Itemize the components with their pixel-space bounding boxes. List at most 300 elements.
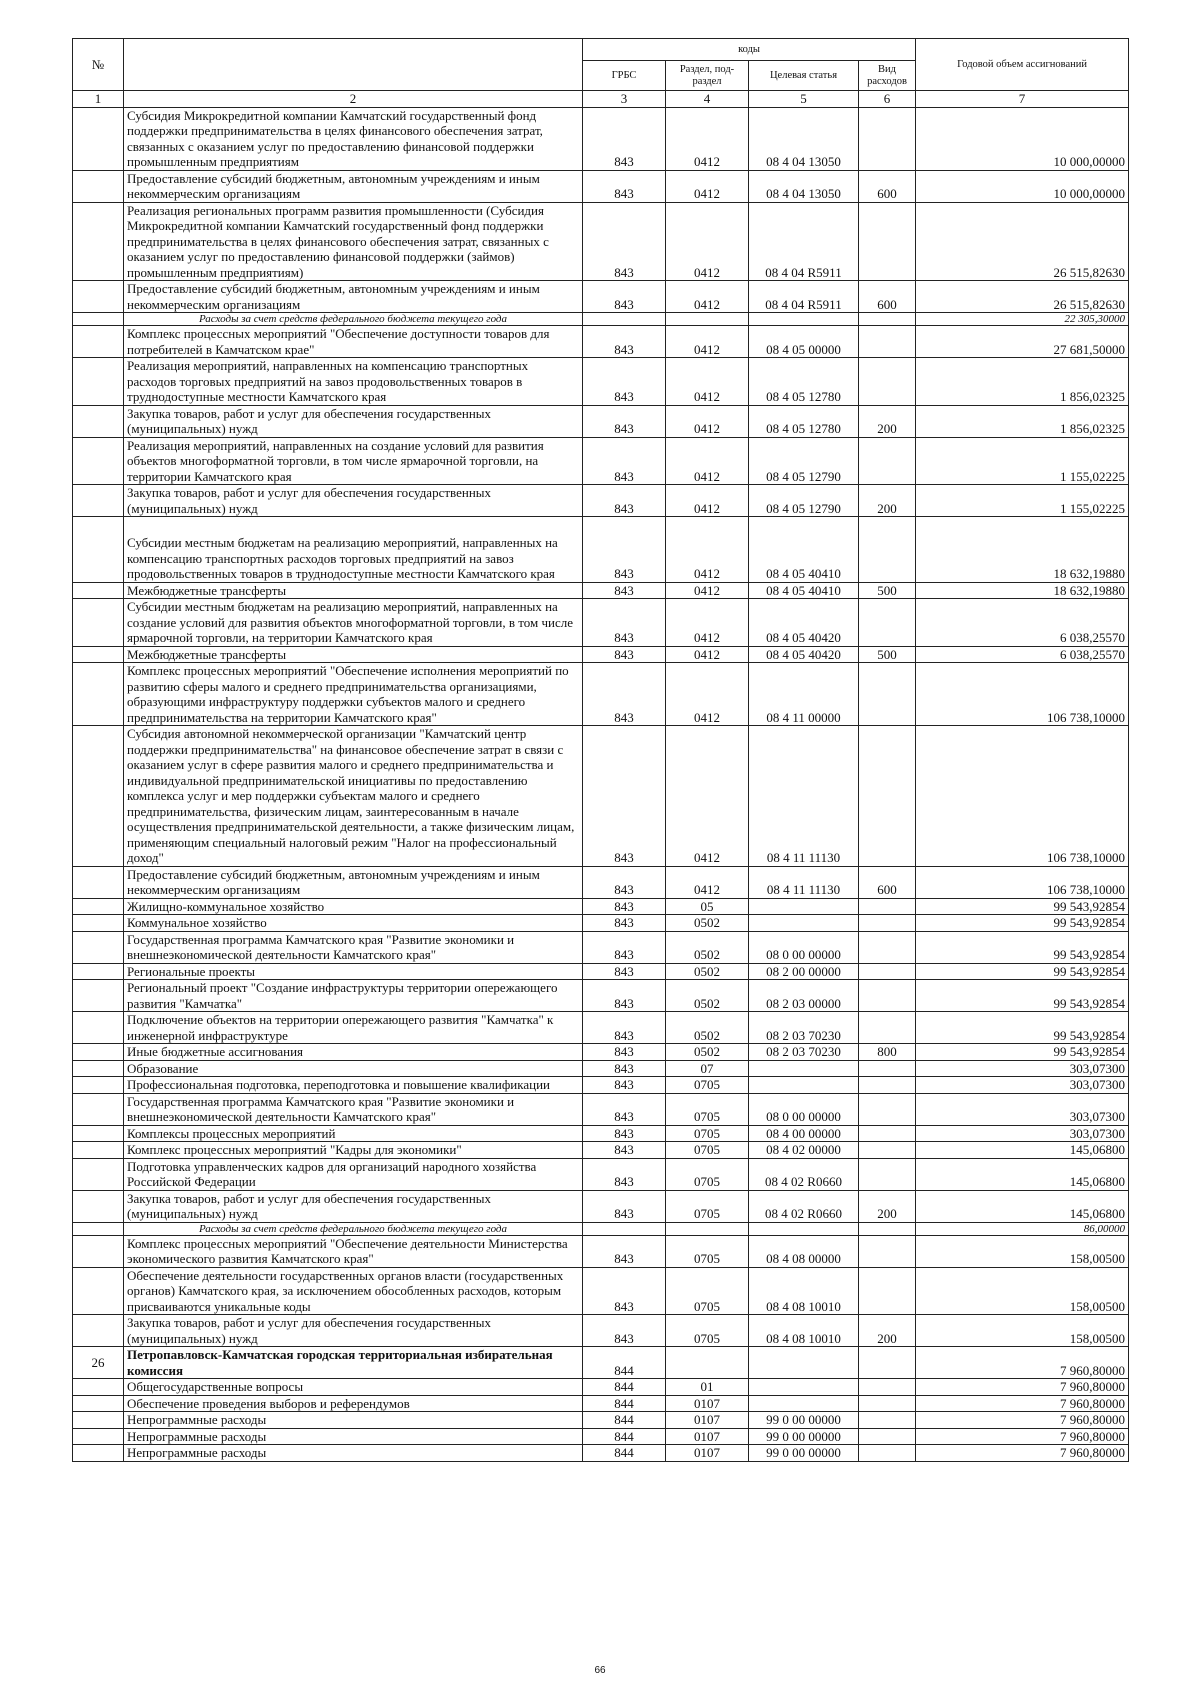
col-number-3: 3 xyxy=(583,91,666,108)
row-kind: 600 xyxy=(859,170,916,202)
row-target: 08 2 00 00000 xyxy=(749,963,859,980)
row-target: 08 2 03 70230 xyxy=(749,1044,859,1061)
row-section: 0502 xyxy=(666,915,749,932)
row-num: 26 xyxy=(73,1347,124,1379)
row-amount: 303,07300 xyxy=(916,1093,1129,1125)
row-name: Комплексы процессных мероприятий xyxy=(124,1125,583,1142)
row-section: 0705 xyxy=(666,1125,749,1142)
row-name: Комплекс процессных мероприятий "Обеспечение доступности товаров для потребителей в Камчатском крае" xyxy=(124,326,583,358)
col-number-1: 1 xyxy=(73,91,124,108)
row-section: 0412 xyxy=(666,281,749,313)
table-row xyxy=(73,405,1129,437)
header-kind: Вид расходов xyxy=(859,61,916,91)
table-row xyxy=(73,980,1129,1012)
row-amount: 7 960,80000 xyxy=(916,1379,1129,1396)
row-num xyxy=(73,107,124,170)
row-num xyxy=(73,1060,124,1077)
row-grbs: 844 xyxy=(583,1347,666,1379)
row-amount: 99 543,92854 xyxy=(916,1012,1129,1044)
row-kind: 600 xyxy=(859,866,916,898)
row-amount: 99 543,92854 xyxy=(916,1044,1129,1061)
table-row xyxy=(73,107,1129,170)
row-name: Государственная программа Камчатского края "Развитие экономики и внешнеэкономической деятельности Камчатского края" xyxy=(124,931,583,963)
table-row xyxy=(73,866,1129,898)
row-amount: 1 155,02225 xyxy=(916,485,1129,517)
row-target: 08 4 08 10010 xyxy=(749,1315,859,1347)
row-name: Коммунальное хозяйство xyxy=(124,915,583,932)
row-num xyxy=(73,1267,124,1315)
row-num xyxy=(73,405,124,437)
table-row xyxy=(73,646,1129,663)
row-amount: 7 960,80000 xyxy=(916,1428,1129,1445)
row-target: 08 4 05 40420 xyxy=(749,599,859,647)
table-row xyxy=(73,1379,1129,1396)
row-kind xyxy=(859,1077,916,1094)
row-kind: 200 xyxy=(859,405,916,437)
row-name: Межбюджетные трансферты xyxy=(124,582,583,599)
row-amount: 7 960,80000 xyxy=(916,1395,1129,1412)
row-kind: 500 xyxy=(859,582,916,599)
row-kind xyxy=(859,1142,916,1159)
row-num xyxy=(73,980,124,1012)
row-name: Реализация региональных программ развития промышленности (Субсидия Микрокредитной компании Камчатский государственный фонд поддержки предпринимательства в целях финансового обеспечения затрат, связанных с оказанием услуг по предоставлению финансовой поддержки (займов) промышленным предприятиям) xyxy=(124,202,583,281)
row-kind xyxy=(859,1235,916,1267)
row-target: 08 4 05 12780 xyxy=(749,405,859,437)
row-name: Иные бюджетные ассигнования xyxy=(124,1044,583,1061)
row-target: 99 0 00 00000 xyxy=(749,1428,859,1445)
page-number: 66 xyxy=(594,1665,606,1676)
row-section: 0412 xyxy=(666,358,749,406)
row-grbs: 843 xyxy=(583,1093,666,1125)
row-num xyxy=(73,1235,124,1267)
row-kind xyxy=(859,1347,916,1379)
table-row xyxy=(73,313,1129,326)
row-num xyxy=(73,866,124,898)
table-row xyxy=(73,170,1129,202)
row-target: 08 4 05 40410 xyxy=(749,517,859,583)
row-kind xyxy=(859,1445,916,1462)
col-number-6: 6 xyxy=(859,91,916,108)
row-grbs: 843 xyxy=(583,915,666,932)
row-name: Непрограммные расходы xyxy=(124,1445,583,1462)
row-kind xyxy=(859,1093,916,1125)
row-section: 0705 xyxy=(666,1077,749,1094)
row-kind xyxy=(859,107,916,170)
row-target: 08 4 02 00000 xyxy=(749,1142,859,1159)
row-kind xyxy=(859,898,916,915)
row-target xyxy=(749,1077,859,1094)
row-kind: 500 xyxy=(859,646,916,663)
row-grbs: 843 xyxy=(583,1060,666,1077)
row-target xyxy=(749,1222,859,1235)
row-target: 99 0 00 00000 xyxy=(749,1412,859,1429)
row-amount: 145,06800 xyxy=(916,1142,1129,1159)
row-target: 08 4 02 R0660 xyxy=(749,1190,859,1222)
row-amount: 99 543,92854 xyxy=(916,915,1129,932)
row-grbs: 843 xyxy=(583,1125,666,1142)
table-row xyxy=(73,1412,1129,1429)
row-num xyxy=(73,326,124,358)
row-grbs: 843 xyxy=(583,358,666,406)
table-row xyxy=(73,599,1129,647)
row-num xyxy=(73,1315,124,1347)
row-section: 0502 xyxy=(666,1044,749,1061)
row-amount: 303,07300 xyxy=(916,1125,1129,1142)
row-grbs: 843 xyxy=(583,405,666,437)
row-section: 0412 xyxy=(666,437,749,485)
row-amount: 86,00000 xyxy=(916,1222,1129,1235)
row-num xyxy=(73,599,124,647)
row-name: Региональные проекты xyxy=(124,963,583,980)
row-num xyxy=(73,1445,124,1462)
row-kind xyxy=(859,326,916,358)
row-target: 08 4 04 13050 xyxy=(749,107,859,170)
row-num xyxy=(73,898,124,915)
table-row xyxy=(73,1060,1129,1077)
row-amount: 145,06800 xyxy=(916,1158,1129,1190)
row-grbs xyxy=(583,1222,666,1235)
row-kind: 200 xyxy=(859,1315,916,1347)
row-section xyxy=(666,1347,749,1379)
row-name: Жилищно-коммунальное хозяйство xyxy=(124,898,583,915)
row-grbs: 843 xyxy=(583,1158,666,1190)
row-target xyxy=(749,1347,859,1379)
row-grbs: 843 xyxy=(583,1077,666,1094)
row-grbs: 843 xyxy=(583,726,666,867)
header-target: Целевая статья xyxy=(749,61,859,91)
col-number-7: 7 xyxy=(916,91,1129,108)
row-grbs: 843 xyxy=(583,980,666,1012)
row-kind xyxy=(859,599,916,647)
row-section: 0412 xyxy=(666,646,749,663)
row-amount: 303,07300 xyxy=(916,1060,1129,1077)
row-name: Субсидия автономной некоммерческой организации "Камчатский центр поддержки предпринимательства" на финансовое обеспечение затрат в связи с оказанием услуг в сфере развития малого и среднего предпринимательства и индивидуальной предпринимательской инициативы по предоставлению комплекса услуг и мер поддержки субъектам малого и среднего предпринимательства, физическим лицам, заинтересованным в начале осуществления предпринимательской деятельности, а также физическим лицам, применяющим специальный налоговый режим "Налог на профессиональный доход" xyxy=(124,726,583,867)
row-kind xyxy=(859,726,916,867)
row-grbs: 843 xyxy=(583,1235,666,1267)
row-grbs: 843 xyxy=(583,281,666,313)
col-number-4: 4 xyxy=(666,91,749,108)
header-amount: Годовой объем ассигнований xyxy=(916,39,1129,91)
row-grbs xyxy=(583,313,666,326)
row-target: 08 4 08 10010 xyxy=(749,1267,859,1315)
row-amount: 158,00500 xyxy=(916,1315,1129,1347)
row-kind xyxy=(859,1012,916,1044)
row-target xyxy=(749,898,859,915)
row-target: 08 2 03 00000 xyxy=(749,980,859,1012)
row-target xyxy=(749,1379,859,1396)
row-target: 08 0 00 00000 xyxy=(749,1093,859,1125)
row-target: 08 4 11 11130 xyxy=(749,866,859,898)
row-kind xyxy=(859,663,916,726)
header-section: Раздел, под-раздел xyxy=(666,61,749,91)
row-kind xyxy=(859,1125,916,1142)
row-num xyxy=(73,1412,124,1429)
row-grbs: 843 xyxy=(583,1044,666,1061)
row-num xyxy=(73,1125,124,1142)
row-amount: 99 543,92854 xyxy=(916,931,1129,963)
row-target: 08 4 05 00000 xyxy=(749,326,859,358)
row-amount: 7 960,80000 xyxy=(916,1347,1129,1379)
table-body xyxy=(73,107,1129,1461)
row-num xyxy=(73,281,124,313)
row-grbs: 843 xyxy=(583,1315,666,1347)
row-section: 0705 xyxy=(666,1315,749,1347)
table-row xyxy=(73,1142,1129,1159)
row-amount: 6 038,25570 xyxy=(916,646,1129,663)
row-num xyxy=(73,1190,124,1222)
table-row xyxy=(73,1190,1129,1222)
row-grbs: 843 xyxy=(583,963,666,980)
table-row xyxy=(73,1158,1129,1190)
row-target: 99 0 00 00000 xyxy=(749,1445,859,1462)
row-name: Субсидии местным бюджетам на реализацию мероприятий, направленных на создание условий для развития объектов многоформатной торговли, в том числе ярмарочной торговли, на территории Камчатского края xyxy=(124,599,583,647)
row-num xyxy=(73,931,124,963)
table-row xyxy=(73,1347,1129,1379)
row-target: 08 4 05 12790 xyxy=(749,437,859,485)
table-row xyxy=(73,915,1129,932)
row-section: 0705 xyxy=(666,1158,749,1190)
row-name: Обеспечение деятельности государственных органов власти (государственных органов) Камчатского края, за исключением обособленных расходов, которым присваиваются уникальные коды xyxy=(124,1267,583,1315)
row-name: Государственная программа Камчатского края "Развитие экономики и внешнеэкономической деятельности Камчатского края" xyxy=(124,1093,583,1125)
row-num xyxy=(73,1044,124,1061)
row-amount: 106 738,10000 xyxy=(916,866,1129,898)
row-num xyxy=(73,963,124,980)
row-section: 0412 xyxy=(666,517,749,583)
row-num xyxy=(73,646,124,663)
table-row xyxy=(73,326,1129,358)
row-num xyxy=(73,726,124,867)
row-target: 08 4 05 12780 xyxy=(749,358,859,406)
row-section: 07 xyxy=(666,1060,749,1077)
row-amount: 18 632,19880 xyxy=(916,517,1129,583)
row-section: 05 xyxy=(666,898,749,915)
row-name: Расходы за счет средств федерального бюджета текущего года xyxy=(124,1222,583,1235)
row-target: 08 4 11 11130 xyxy=(749,726,859,867)
row-section xyxy=(666,1222,749,1235)
row-grbs: 843 xyxy=(583,898,666,915)
row-name: Закупка товаров, работ и услуг для обеспечения государственных (муниципальных) нужд xyxy=(124,485,583,517)
row-amount: 158,00500 xyxy=(916,1235,1129,1267)
table-row xyxy=(73,1077,1129,1094)
row-target xyxy=(749,915,859,932)
row-kind xyxy=(859,517,916,583)
table-row xyxy=(73,726,1129,867)
table-row xyxy=(73,281,1129,313)
row-name: Общегосударственные вопросы xyxy=(124,1379,583,1396)
row-grbs: 843 xyxy=(583,663,666,726)
row-amount: 106 738,10000 xyxy=(916,726,1129,867)
row-grbs: 843 xyxy=(583,866,666,898)
row-name: Профессиональная подготовка, переподготовка и повышение квалификации xyxy=(124,1077,583,1094)
row-section: 0412 xyxy=(666,202,749,281)
table-row xyxy=(73,1445,1129,1462)
row-amount: 145,06800 xyxy=(916,1190,1129,1222)
row-target: 08 4 04 R5911 xyxy=(749,281,859,313)
row-grbs: 843 xyxy=(583,326,666,358)
row-num xyxy=(73,1012,124,1044)
row-name: Подключение объектов на территории опережающего развития "Камчатка" к инженерной инфраструктуре xyxy=(124,1012,583,1044)
row-section: 0705 xyxy=(666,1267,749,1315)
row-section: 0705 xyxy=(666,1093,749,1125)
row-kind xyxy=(859,1158,916,1190)
header-codes: коды xyxy=(583,39,916,61)
table-row xyxy=(73,1222,1129,1235)
row-kind xyxy=(859,1379,916,1396)
row-section: 0705 xyxy=(666,1190,749,1222)
row-target xyxy=(749,1395,859,1412)
row-grbs: 843 xyxy=(583,582,666,599)
table-row xyxy=(73,582,1129,599)
row-target: 08 4 05 40410 xyxy=(749,582,859,599)
row-grbs: 844 xyxy=(583,1379,666,1396)
row-num xyxy=(73,1158,124,1190)
row-section: 0412 xyxy=(666,326,749,358)
row-kind xyxy=(859,1222,916,1235)
table-row xyxy=(73,1093,1129,1125)
table-row xyxy=(73,1395,1129,1412)
row-target: 08 2 03 70230 xyxy=(749,1012,859,1044)
row-num xyxy=(73,1222,124,1235)
row-kind xyxy=(859,1412,916,1429)
row-amount: 99 543,92854 xyxy=(916,898,1129,915)
row-target: 08 4 04 R5911 xyxy=(749,202,859,281)
budget-table xyxy=(72,38,1129,1462)
row-name: Реализация мероприятий, направленных на создание условий для развития объектов многоформатной торговли, в том числе ярмарочной торговли, на территории Камчатского края xyxy=(124,437,583,485)
row-num xyxy=(73,170,124,202)
row-section: 0502 xyxy=(666,1012,749,1044)
row-amount: 158,00500 xyxy=(916,1267,1129,1315)
row-name: Непрограммные расходы xyxy=(124,1428,583,1445)
table-row xyxy=(73,437,1129,485)
row-kind xyxy=(859,1428,916,1445)
row-amount: 7 960,80000 xyxy=(916,1445,1129,1462)
table-row xyxy=(73,1125,1129,1142)
row-grbs: 843 xyxy=(583,485,666,517)
row-name: Образование xyxy=(124,1060,583,1077)
table-row xyxy=(73,898,1129,915)
budget-page xyxy=(72,38,1128,1462)
row-target: 08 0 00 00000 xyxy=(749,931,859,963)
row-section: 0412 xyxy=(666,405,749,437)
row-section: 0705 xyxy=(666,1142,749,1159)
row-target: 08 4 05 40420 xyxy=(749,646,859,663)
row-num xyxy=(73,1395,124,1412)
header-num: № xyxy=(73,39,124,91)
row-section: 0502 xyxy=(666,980,749,1012)
table-row xyxy=(73,663,1129,726)
table-row xyxy=(73,931,1129,963)
row-amount: 27 681,50000 xyxy=(916,326,1129,358)
table-row xyxy=(73,1428,1129,1445)
row-kind xyxy=(859,1395,916,1412)
row-kind xyxy=(859,1267,916,1315)
row-num xyxy=(73,437,124,485)
row-name: Обеспечение проведения выборов и референдумов xyxy=(124,1395,583,1412)
row-section: 0412 xyxy=(666,170,749,202)
row-target: 08 4 02 R0660 xyxy=(749,1158,859,1190)
row-kind xyxy=(859,358,916,406)
row-amount: 10 000,00000 xyxy=(916,170,1129,202)
row-num xyxy=(73,358,124,406)
row-num xyxy=(73,485,124,517)
row-amount: 7 960,80000 xyxy=(916,1412,1129,1429)
row-grbs: 844 xyxy=(583,1428,666,1445)
row-grbs: 843 xyxy=(583,1142,666,1159)
row-section: 0107 xyxy=(666,1428,749,1445)
row-grbs: 843 xyxy=(583,170,666,202)
row-grbs: 843 xyxy=(583,107,666,170)
row-amount: 26 515,82630 xyxy=(916,281,1129,313)
row-kind xyxy=(859,915,916,932)
row-num xyxy=(73,915,124,932)
row-name: Закупка товаров, работ и услуг для обеспечения государственных (муниципальных) нужд xyxy=(124,1190,583,1222)
row-name: Комплекс процессных мероприятий "Обеспечение исполнения мероприятий по развитию сферы малого и среднего предпринимательства организациями, образующими инфраструктуру поддержки субъектов малого и среднего предпринимательства на территории Камчатского края" xyxy=(124,663,583,726)
row-target xyxy=(749,1060,859,1077)
row-grbs: 844 xyxy=(583,1412,666,1429)
row-section: 0705 xyxy=(666,1235,749,1267)
row-kind: 600 xyxy=(859,281,916,313)
row-name: Подготовка управленческих кадров для организаций народного хозяйства Российской Федерации xyxy=(124,1158,583,1190)
row-name: Субсидия Микрокредитной компании Камчатский государственный фонд поддержки предпринимательства в целях финансового обеспечения затрат, связанных с оказанием услуг по предоставлению финансовой поддержки промышленным предприятиям xyxy=(124,107,583,170)
row-grbs: 844 xyxy=(583,1445,666,1462)
row-kind xyxy=(859,963,916,980)
row-amount: 99 543,92854 xyxy=(916,963,1129,980)
row-kind xyxy=(859,202,916,281)
row-section: 0412 xyxy=(666,866,749,898)
row-num xyxy=(73,1379,124,1396)
row-kind xyxy=(859,1060,916,1077)
row-amount: 18 632,19880 xyxy=(916,582,1129,599)
row-section: 0502 xyxy=(666,931,749,963)
row-name: Закупка товаров, работ и услуг для обеспечения государственных (муниципальных) нужд xyxy=(124,1315,583,1347)
row-grbs: 843 xyxy=(583,646,666,663)
row-grbs: 843 xyxy=(583,1190,666,1222)
row-section: 0412 xyxy=(666,599,749,647)
row-num xyxy=(73,202,124,281)
row-amount: 1 856,02325 xyxy=(916,405,1129,437)
header-name xyxy=(124,39,583,91)
row-num xyxy=(73,1093,124,1125)
row-kind xyxy=(859,313,916,326)
row-num xyxy=(73,1077,124,1094)
col-number-2: 2 xyxy=(124,91,583,108)
row-num xyxy=(73,1428,124,1445)
row-name: Межбюджетные трансферты xyxy=(124,646,583,663)
row-grbs: 843 xyxy=(583,1012,666,1044)
row-amount: 1 856,02325 xyxy=(916,358,1129,406)
row-section: 0502 xyxy=(666,963,749,980)
row-target xyxy=(749,313,859,326)
row-section: 0412 xyxy=(666,485,749,517)
row-num xyxy=(73,1142,124,1159)
row-kind: 200 xyxy=(859,1190,916,1222)
row-section: 0107 xyxy=(666,1412,749,1429)
row-amount: 303,07300 xyxy=(916,1077,1129,1094)
row-grbs: 843 xyxy=(583,437,666,485)
row-kind: 800 xyxy=(859,1044,916,1061)
table-row xyxy=(73,202,1129,281)
row-section: 0107 xyxy=(666,1395,749,1412)
row-grbs: 843 xyxy=(583,202,666,281)
row-num xyxy=(73,313,124,326)
row-section: 01 xyxy=(666,1379,749,1396)
row-name: Петропавловск-Камчатская городская территориальная избирательная комиссия xyxy=(124,1347,583,1379)
row-amount: 22 305,30000 xyxy=(916,313,1129,326)
row-target: 08 4 05 12790 xyxy=(749,485,859,517)
row-amount: 6 038,25570 xyxy=(916,599,1129,647)
row-amount: 26 515,82630 xyxy=(916,202,1129,281)
row-section: 0412 xyxy=(666,726,749,867)
